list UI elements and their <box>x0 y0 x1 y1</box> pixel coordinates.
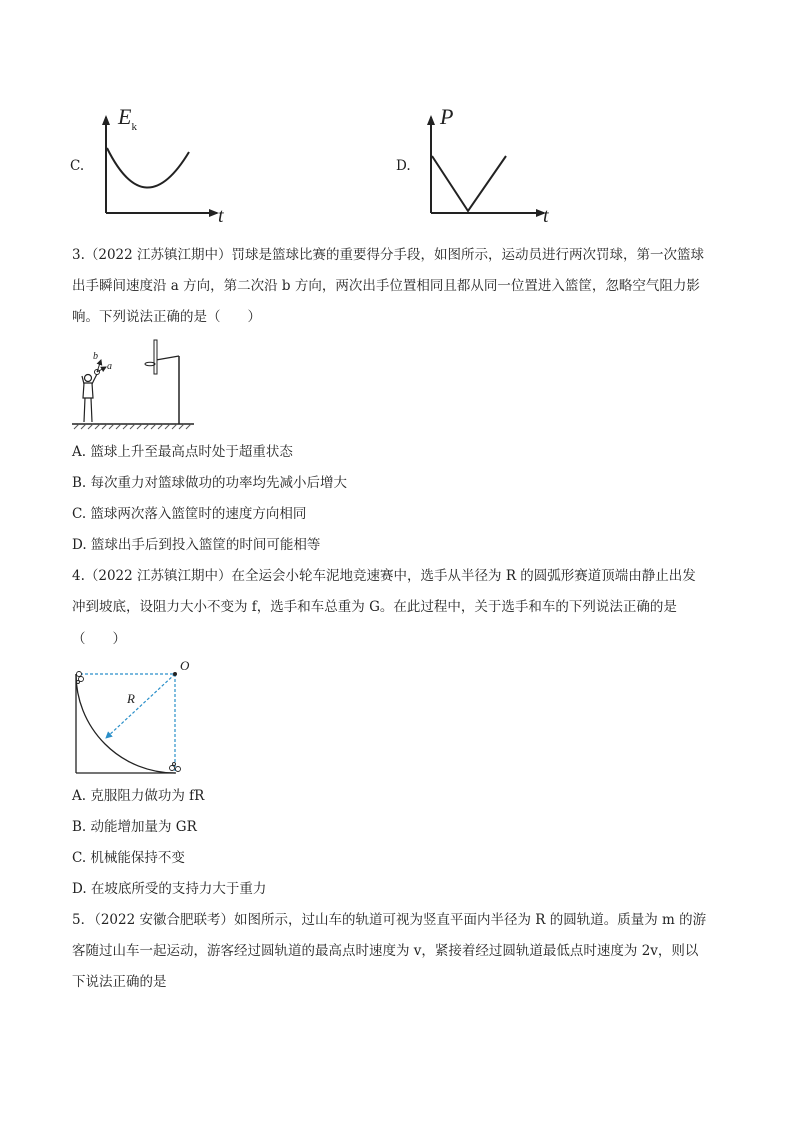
q5-line-1: 5．（2022 安徽合肥联考）如图所示，过山车的轨道可视为竖直平面内半径为 R 的圆轨道。质量为 m 的游 <box>72 912 707 928</box>
q3-option-b: B. 每次重力对篮球做功的功率均先减小后增大 <box>72 475 348 491</box>
q4-bike-top <box>77 672 84 684</box>
q3-label-a: a <box>107 361 112 372</box>
q3-line-2: 出手瞬间速度沿 a 方向，第二次沿 b 方向，两次出手位置相同且都从同一位置进入篮筐，忽略空气阻力影 <box>72 278 700 294</box>
q4-label-r: R <box>127 691 135 706</box>
graph-c-y-label: $E_k$ <box>118 104 137 133</box>
q4-line-1: 4.（2022 江苏镇江期中）在全运会小轮车泥地竞速赛中，选手从半径为 R 的圆弧形赛道顶端由静止出发 <box>72 568 696 584</box>
q3-option-a: A. 篮球上升至最高点时处于超重状态 <box>72 444 293 460</box>
q4-option-c: C. 机械能保持不变 <box>72 850 185 866</box>
q5-line-3: 下说法正确的是 <box>72 974 167 990</box>
graph-c-x-label: t <box>218 205 224 227</box>
q4-label-o: O <box>180 658 190 673</box>
q4-line-3: （ ） <box>72 631 126 647</box>
q3-player <box>82 374 97 422</box>
q3-basketball-figure <box>72 336 197 432</box>
graph-c-curve <box>107 148 189 188</box>
q3-option-c: C. 篮球两次落入篮筐时的速度方向相同 <box>72 506 307 522</box>
option-d-label: D. <box>396 158 411 174</box>
option-c-label: C. <box>70 158 85 174</box>
q3-option-d: D. 篮球出手后到投入篮筐的时间可能相等 <box>72 537 321 553</box>
q5-line-2: 客随过山车一起运动，游客经过圆轨道的最高点时速度为 v，紧接着经过圆轨道最低点时速度为 2v，则以 <box>72 943 699 959</box>
q3-backboard <box>154 340 157 374</box>
q4-arc-track-figure <box>70 660 190 780</box>
q4-center-point <box>173 672 177 676</box>
q4-option-d: D. 在坡底所受的支持力大于重力 <box>72 881 267 897</box>
q3-line-1: 3.（2022 江苏镇江期中）罚球是篮球比赛的重要得分手段，如图所示，运动员进行两次罚球，第一次篮球 <box>72 247 705 263</box>
q4-option-b: B. 动能增加量为 GR <box>72 819 197 835</box>
q4-option-a: A. 克服阻力做功为 fR <box>72 788 205 804</box>
q4-arc-track <box>76 674 175 773</box>
graph-d-y-label: P <box>440 104 454 129</box>
graph-d-v-line <box>432 156 506 211</box>
q3-label-b: b <box>93 351 98 362</box>
q4-radius-arrow <box>106 674 175 738</box>
graph-d-x-label: t <box>543 205 549 227</box>
q3-hoop-arm <box>156 356 179 360</box>
q3-line-3: 响。下列说法正确的是（ ） <box>72 309 261 325</box>
graph-c-kinetic-energy <box>95 105 235 225</box>
q4-line-2: 冲到坡底，设阻力大小不变为 f，选手和车总重为 G。在此过程中，关于选手和车的下列说法正确的是 <box>72 599 677 615</box>
